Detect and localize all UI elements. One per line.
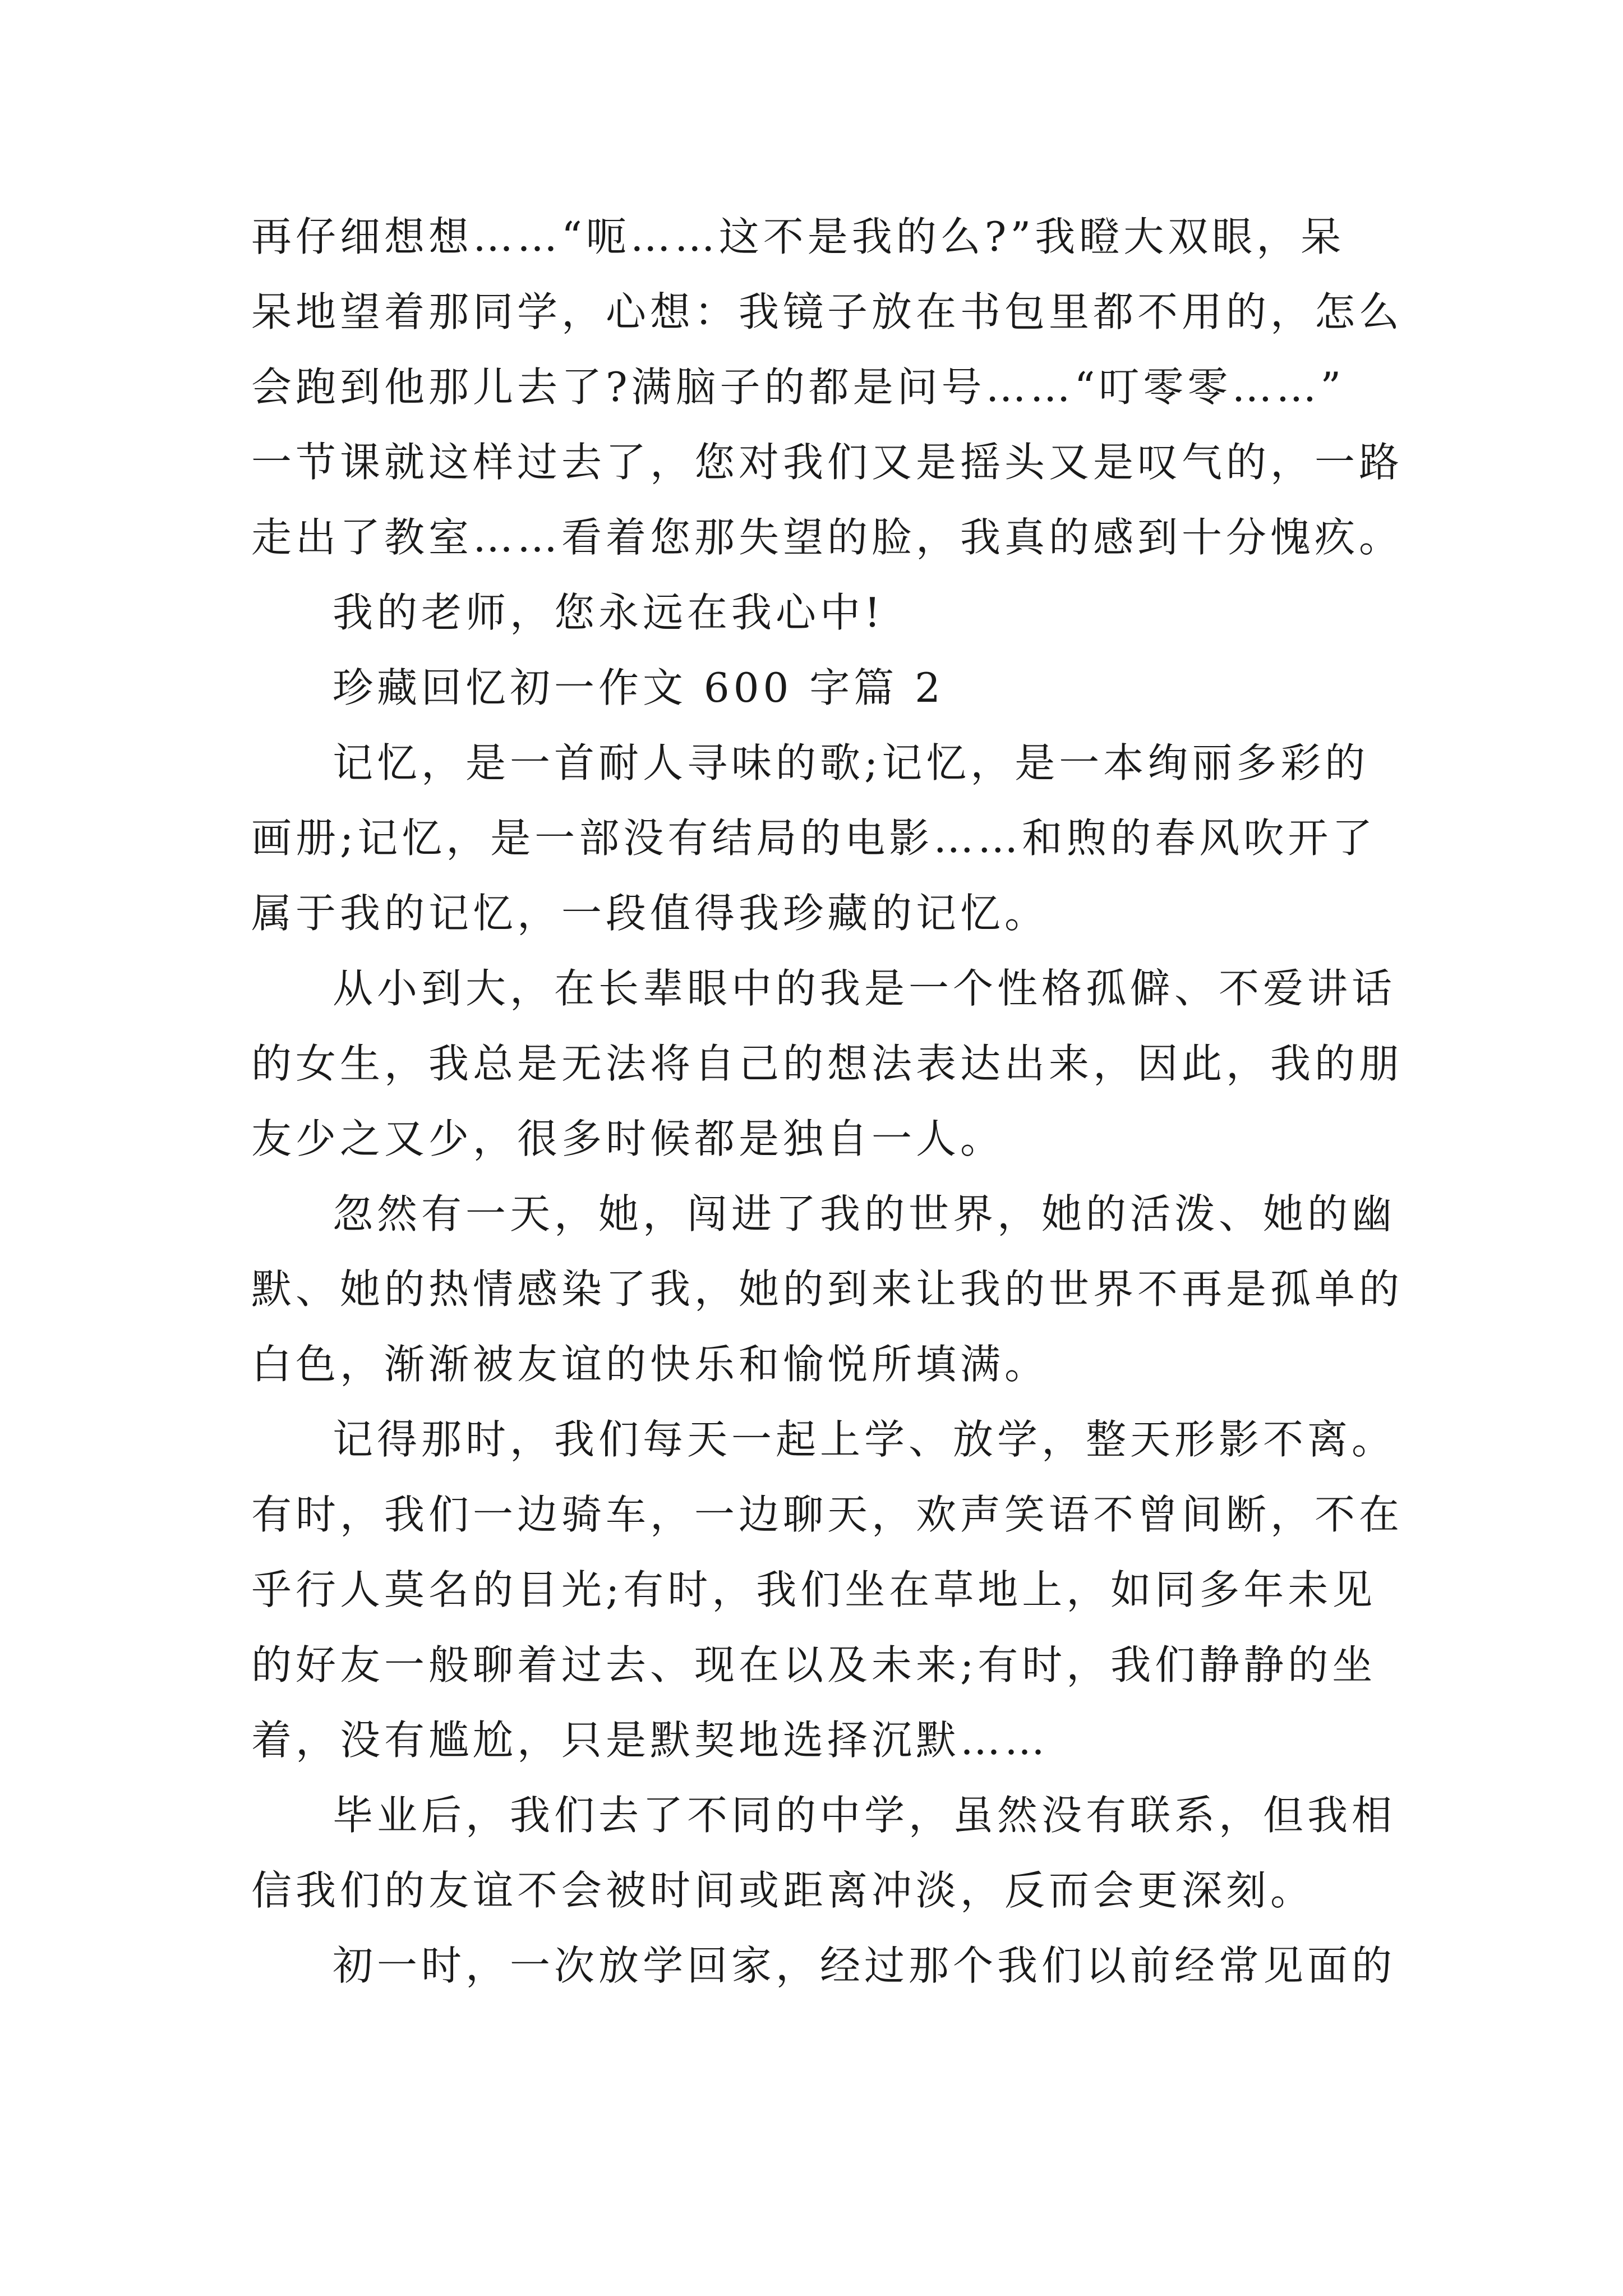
text-line-24: 初一时，一次放学回家，经过那个我们以前经常见面的: [333, 1942, 1396, 1989]
text-line-8: 记忆，是一首耐人寻味的歌;记忆，是一本绚丽多彩的: [333, 739, 1370, 786]
text-line-4: 一节课就这样过去了，您对我们又是摇头又是叹气的，一路: [251, 439, 1404, 486]
text-line-18: 有时，我们一边骑车，一边聊天，欢声笑语不曾间断，不在: [251, 1491, 1404, 1538]
text-line-2: 呆地望着那同学，心想：我镜子放在书包里都不用的，怎么: [251, 288, 1404, 335]
text-line-17: 记得那时，我们每天一起上学、放学，整天形影不离。: [333, 1416, 1396, 1463]
text-line-21: 着，没有尴尬，只是默契地选择沉默……: [251, 1717, 1049, 1764]
text-line-22: 毕业后，我们去了不同的中学，虽然没有联系，但我相: [333, 1792, 1396, 1839]
text-line-1: 再仔细想想……“呃……这不是我的么?”我瞪大双眼，呆: [251, 213, 1345, 260]
text-line-23: 信我们的友谊不会被时间或距离冲淡，反而会更深刻。: [251, 1867, 1315, 1914]
text-line-19: 乎行人莫名的目光;有时，我们坐在草地上，如同多年未见: [251, 1566, 1377, 1613]
text-line-16: 白色，渐渐被友谊的快乐和愉悦所填满。: [251, 1341, 1049, 1388]
text-line-12: 的女生，我总是无法将自己的想法表达出来，因此，我的朋: [251, 1040, 1404, 1087]
text-line-13: 友少之又少，很多时候都是独自一人。: [251, 1115, 1005, 1162]
section-title: 珍藏回忆初一作文 600 字篇 2: [333, 664, 944, 711]
text-line-5: 走出了教室……看着您那失望的脸，我真的感到十分愧疚。: [251, 514, 1404, 561]
text-line-20: 的好友一般聊着过去、现在以及未来;有时，我们静静的坐: [251, 1641, 1377, 1688]
text-line-3: 会跑到他那儿去了?满脑子的都是问号……“叮零零……”: [251, 364, 1345, 411]
text-line-10: 属于我的记忆，一段值得我珍藏的记忆。: [251, 890, 1049, 937]
text-line-15: 默、她的热情感染了我，她的到来让我的世界不再是孤单的: [251, 1266, 1404, 1313]
text-line-9: 画册;记忆，是一部没有结局的电影……和煦的春风吹开了: [251, 815, 1377, 862]
text-line-11: 从小到大，在长辈眼中的我是一个性格孤僻、不爱讲话: [333, 965, 1396, 1012]
text-line-14: 忽然有一天，她，闯进了我的世界，她的活泼、她的幽: [333, 1190, 1396, 1237]
closing-line: 我的老师，您永远在我心中!: [333, 589, 884, 636]
